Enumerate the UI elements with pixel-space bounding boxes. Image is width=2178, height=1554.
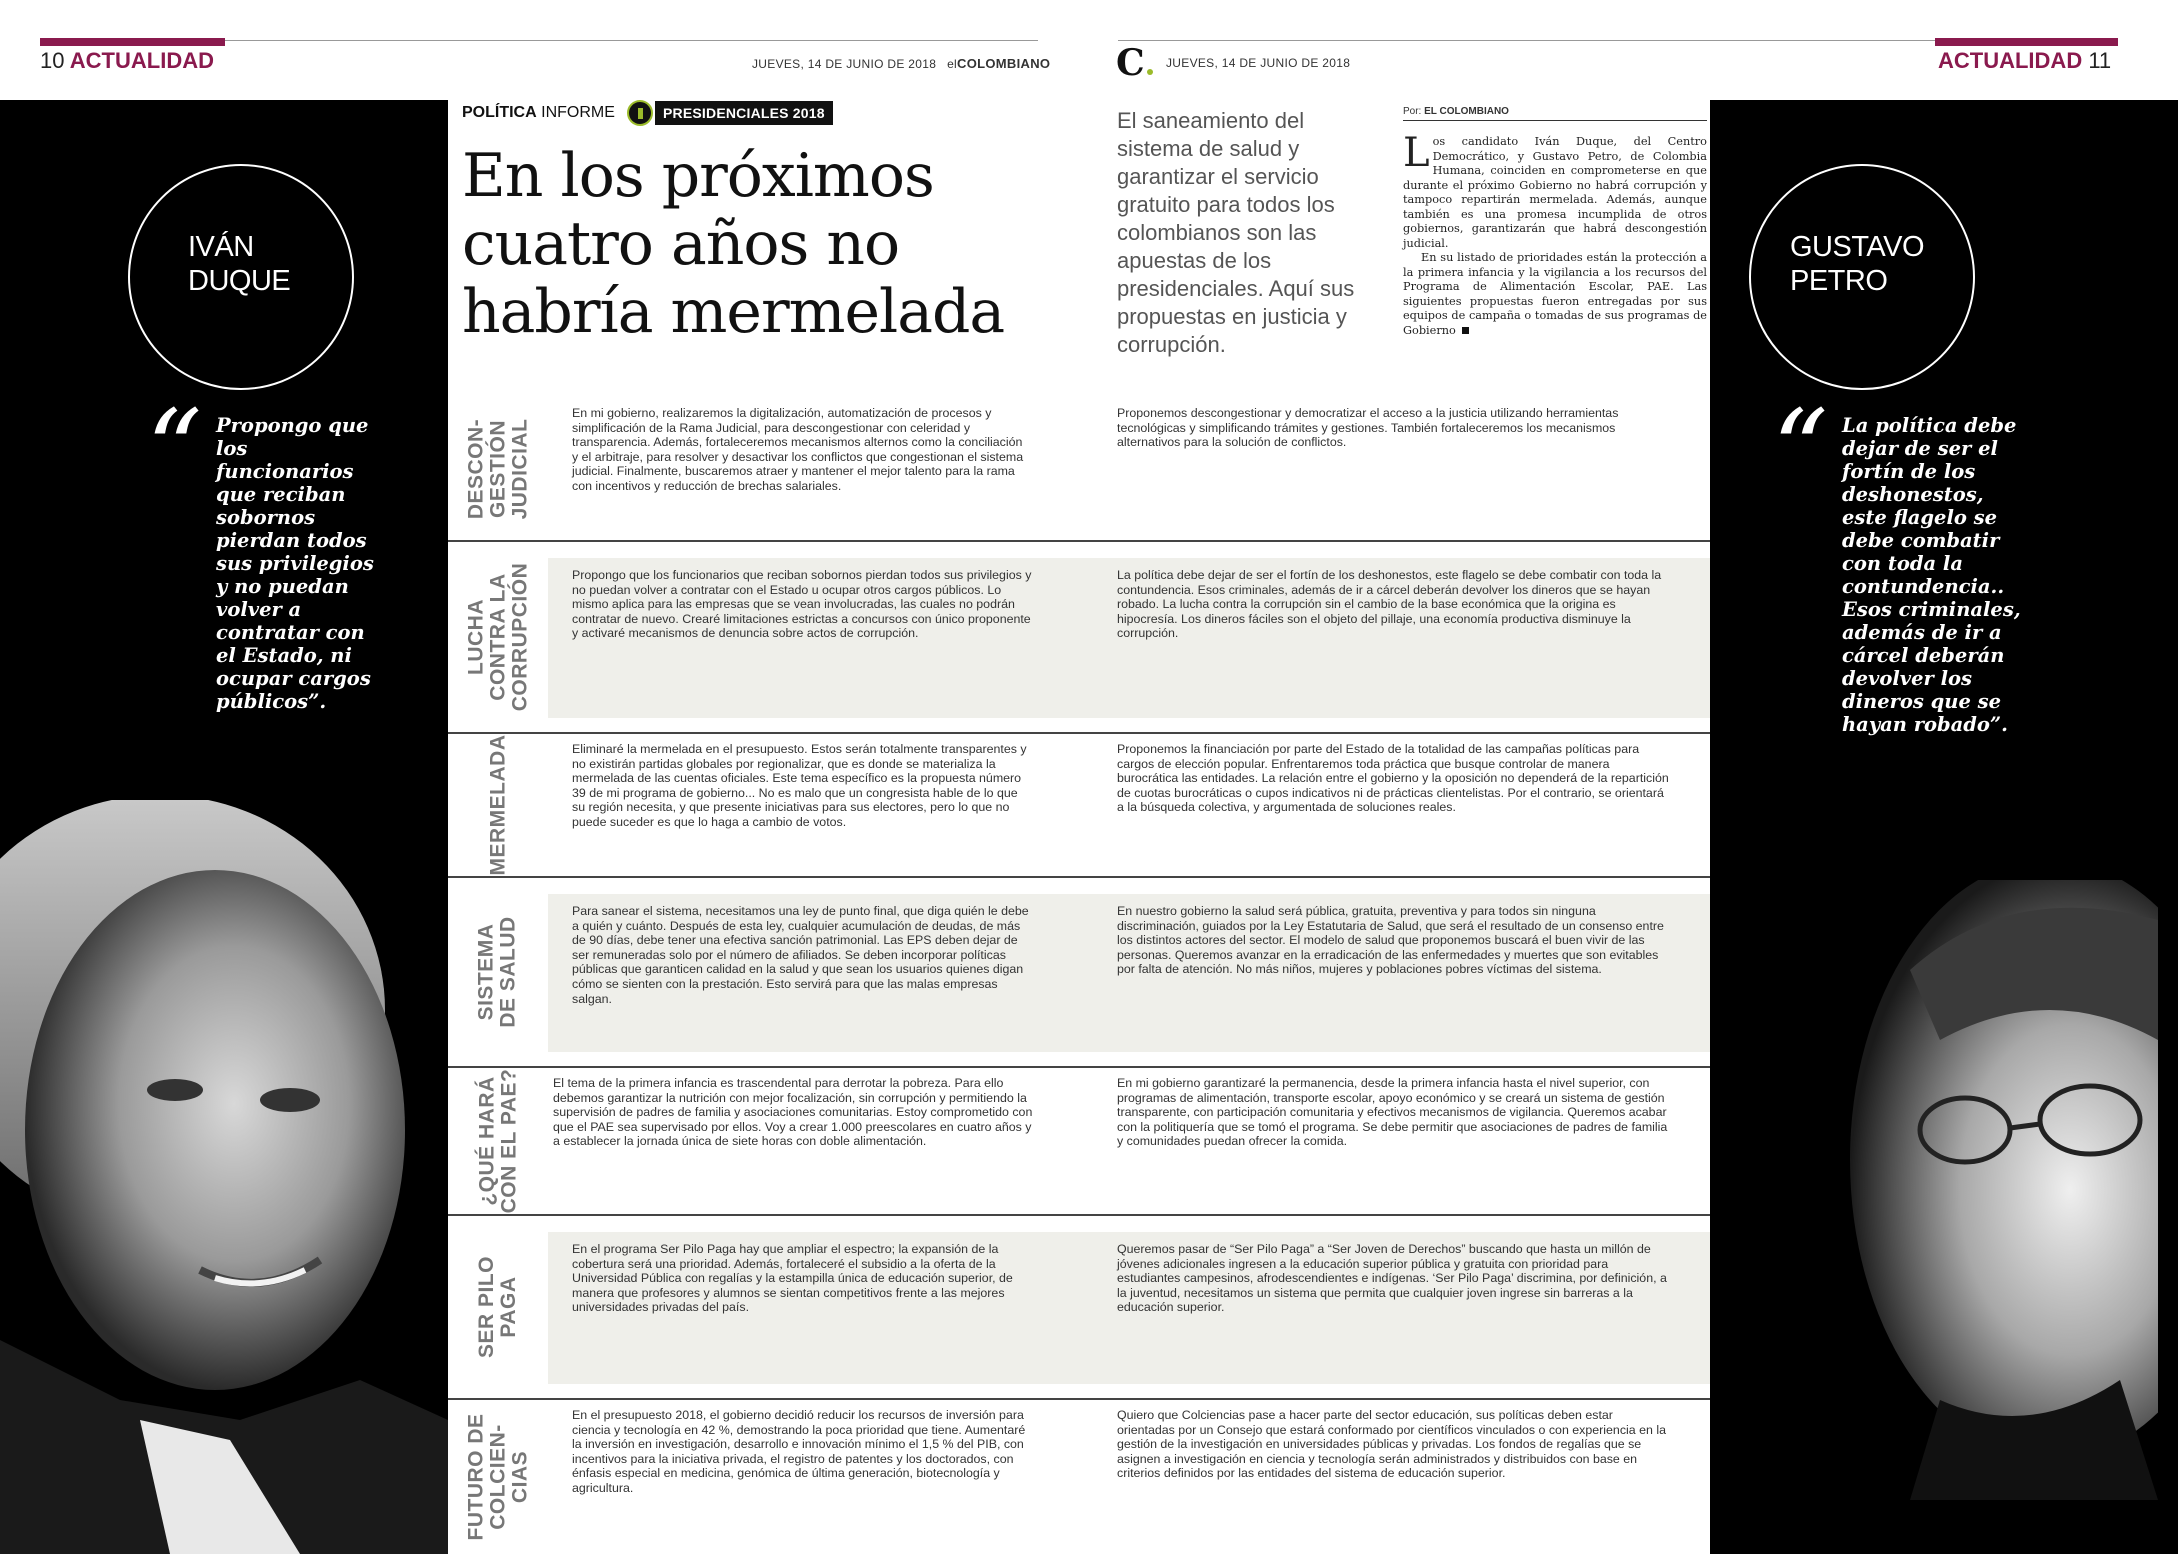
duque-proposal: Eliminaré la mermelada en el presupuesto. Estos serán totalmente transparentes y no existirán partidas globales por regionalizar, que es donde se materializa la mermelada de las cuentas oficiales. Este tema específico es la propuesta número 39 de mi programa de gobierno... No es malo que un congresista hable de lo que su región necesita, y que presente iniciativas para sus electores, pero lo que no puede suceder es que lo haga a cambio de votos. [572, 742, 1027, 829]
left-date: JUEVES, 14 DE JUNIO DE 2018 [752, 57, 937, 71]
left-page-number: 10 [40, 48, 65, 73]
row-label [448, 542, 548, 732]
right-date: JUEVES, 14 DE JUNIO DE 2018 [1166, 56, 1351, 70]
row-label [448, 1400, 548, 1554]
intro-p2: En su listado de prioridades están la protección a la primera infancia y la vigilancia a los recursos del Programa de Alimentación Escolar, PAE. Las siguientes propuestas fueron entregadas por sus equipos de campaña o tomadas de sus programas de Gobierno [1403, 251, 1707, 337]
headline: En los próximos cuatro años no habría mermelada [462, 141, 1005, 347]
byline-prefix: Por: [1403, 106, 1422, 117]
end-mark-icon [1462, 327, 1469, 334]
accent-bar-left [40, 38, 225, 46]
section-kicker [462, 104, 615, 122]
intro-p1: os candidato Iván Duque, del Centro Democrático, y Gustavo Petro, de Colombia Humana, coinciden en comprometerse en que durante el próximo Gobierno no habrá corrupción y tampoco repartirán mermelada. Además, aunque también es una promesa incumplida de otros gobiernos, garantizarán que habrá descongestión judicial. [1403, 135, 1707, 250]
row-divider [448, 1214, 1710, 1216]
left-section-name: ACTUALIDAD [69, 48, 214, 73]
petro-proposal: Proponemos la financiación por parte del Estado de la totalidad de las campañas políticas para cargos de elección popular. Enfrentaremos toda práctica que busque controlar de manera burocrática las entidades. La relación entre el gobierno y la oposición no dependerá de la repartición de cuotas burocráticas o cupos indicativos ni de prácticas clientelistas. Por el contrario, se orientará a la búsqueda colectiva, y argumentada de soluciones reales. [1117, 742, 1669, 815]
left-candidate-name [188, 230, 290, 298]
presidenciales-badge [627, 100, 833, 126]
row-label-text: FUTURO DE COLCIEN- CIAS [464, 1413, 531, 1541]
petro-proposal: La política debe dejar de ser el fortín de los deshonestos, este flagelo se debe combatir con toda la contundencia. Esos criminales, además de ir a cárcel deberán devolver los dineros que se hayan robado. La lucha contra la corrupción sin el cambio de la base económica que la origina es hipocresía. Los dineros fáciles son el objeto del pillaje, una economía productiva disminuye la corrupción. [1117, 568, 1662, 641]
row-label-text: SISTEMA DE SALUD [475, 916, 520, 1028]
intro-text [1403, 130, 1707, 338]
row-label [448, 398, 548, 540]
right-page-label [1938, 48, 2111, 74]
duque-proposal: Para sanear el sistema, necesitamos una ley de punto final, que diga quién le debe a quién y cuánto. Después de esta ley, cualquier acumulación de deudas, de más de 90 días, debe tener una efectiva sanción patrimonial. Las EPS deben dejar de ser remuneradas solo por el número de afiliados. Se deben incorporar políticas públicas que garanticen calidad en la salud y que sean los usuarios quienes digan cómo se sienten con la prestación. Esto servirá para que las malas empresas salgan. [572, 904, 1029, 1006]
badge-text: PRESIDENCIALES 2018 [655, 101, 833, 125]
duque-proposal: Propongo que los funcionarios que reciban sobornos pierdan todos sus privilegios y no puedan volver a contratar con el Estado u ocupar otros cargos públicos. Lo mismo aplica para las empresas que se vean involucradas, las cuales no podrán contratar de nuevo. Crearé limitaciones estrictas a concursos con único proponente y activaré mecanismos de denuncia sobre actos de corrupción. [572, 568, 1032, 641]
petro-photo-icon [1790, 880, 2158, 1500]
left-quote-mark-icon: “ [146, 386, 203, 514]
row-label [448, 878, 548, 1066]
row-divider [448, 876, 1710, 878]
petro-proposal: Proponemos descongestionar y democratizar el acceso a la justicia utilizando herramientas tecnológicas y simplificando trámites y gestiones. También fortaleceremos los mecanismos alternativos para la solución de conflictos. [1117, 406, 1619, 450]
row-divider [448, 1066, 1710, 1068]
row-label-text: MERMELADA [486, 734, 509, 876]
row-label-text: LUCHA CONTRA LA CORRUPCIÓN [464, 562, 532, 712]
row-label [448, 1216, 548, 1398]
lead-paragraph: El saneamiento del sistema de salud y garantizar el servicio gratuito para todos los colombianos son las apuestas de los presidenciales. Aquí sus propuestas en justicia y corrupción. [1117, 108, 1355, 357]
left-name-line1: IVÁN [188, 231, 254, 263]
petro-proposal: En mi gobierno garantizaré la permanencia, desde la primera infancia hasta el nivel superior, con programas de alimentación, transporte escolar, apoyo económico y se creará un sistema de gestión transparente, con participación comunitaria y efectivos mecanismos de vigilancia. Queremos acabar con la politiquería que se tomó el programa. Se debe permitir que asociaciones de padres de familia y comunidades puedan ofrecer la comida. [1117, 1076, 1668, 1149]
accent-bar-right [1935, 38, 2118, 46]
petro-proposal: En nuestro gobierno la salud será pública, gratuita, preventiva y para todos sin ninguna discriminación, guiados por la Ley Estatutaria de Salud, que será el resultado de un consenso entre los distintos actores del sector. El modelo de salud que proponemos buscará el buen vivir de las personas. Queremos avanzar en la erradicación de las enfermedades y muertes que son evitables por falta de atención. No más niños, mujeres y poblaciones pobres víctimas del sistema. [1117, 904, 1664, 977]
left-pull-quote: Propongo que los funcionarios que reciban sobornos pierdan todos sus privilegios y no puedan volver a contratar con el Estado, ni ocupar cargos públicos”. [216, 414, 374, 713]
row-divider [448, 540, 1710, 542]
row-label-text: DESCON- GESTIÓN JUDICIAL [464, 418, 531, 520]
brand-el: el [947, 57, 958, 71]
duque-proposal: El tema de la primera infancia es trascendental para derrotar la pobreza. Para ello debemos garantizar la nutrición con mejor focalización, sin corrupción y permitiendo la supervisión de padres de familia y asociaciones comunitarias. Estoy comprometido con que el PAE sea supervisado por ellos. Voy a crear 1.000 preescolares en cuatro años y a establecer la jornada única de siete horas con doble alimentación. [553, 1076, 1033, 1149]
duque-proposal: En el programa Ser Pilo Paga hay que ampliar el espectro; la expansión de la cobertura será una prioridad. Además, fortaleceré el subsidio a la oferta de la Universidad Pública con regalías y la estampilla única de educación superior, de manera que profesores y alumnos se sientan competitivos frente a las mejores universidades privadas del país. [572, 1242, 1013, 1315]
row-label [448, 734, 548, 876]
byline [1403, 106, 1707, 121]
right-pull-quote: La política debe dejar de ser el fortín de los deshonestos, este flagelo se debe combatir con toda la contundencia.. Esos criminales, además de ir a cárcel deberán devolver los dineros que se hayan robado”. [1842, 414, 2021, 736]
byline-author: EL COLOMBIANO [1424, 106, 1509, 117]
petro-proposal: Quiero que Colciencias pase a hacer parte del sector educación, sus políticas deben estar orientadas por un Consejo que estará conformado por científicos vinculados o con experiencia en la gestión de la investigación en universidades públicas y privadas. Los fondos de regalías que se asignen a investigación en ciencia y tecnología serán administrados y distribuidos con base en criterios definidos por las entidades del sistema de educación superior. [1117, 1408, 1666, 1481]
kicker-section: POLÍTICA [462, 104, 537, 121]
right-name-line1: GUSTAVO [1790, 231, 1924, 263]
right-quote-mark-icon: “ [1772, 386, 1829, 514]
kicker-type: INFORME [541, 104, 615, 121]
right-page-number: 11 [2088, 48, 2112, 73]
row-divider [448, 1398, 1710, 1400]
left-name-line2: DUQUE [188, 265, 291, 297]
duque-proposal: En el presupuesto 2018, el gobierno decidió reducir los recursos de inversión para ciencia y tecnología en 42 %, demostrando la poca prioridad que tiene. Aumentaré la inversión en investigación, desarrollo e innovación mínimo el 1,5 % del PIB, con incentivos para la iniciativa privada, el registro de patentes y los doctorados, con énfasis especial en medicina, genómica de última generación, biotecnología y agricultura. [572, 1408, 1026, 1495]
info-icon [627, 100, 653, 126]
right-section-name: ACTUALIDAD [1938, 48, 2083, 73]
dropcap: L [1403, 130, 1430, 176]
right-name-line2: PETRO [1790, 265, 1888, 297]
right-candidate-name [1790, 230, 1924, 298]
left-page-label [40, 48, 214, 74]
row-label [448, 1068, 548, 1214]
row-label-text: ¿QUÉ HARÁ CON EL PAE? [475, 1068, 520, 1214]
duque-proposal: En mi gobierno, realizaremos la digitalización, automatización de procesos y simplificación de la Rama Judicial, para descongestionar con celeridad y transparencia. Además, fortaleceremos mecanismos alternos como la conciliación y el arbitraje, para resolver y desactivar los conflictos que congestionan el sistema judicial. Finalmente, buscaremos atraer y mantener el mejor talento para la rama con incentivos y reducción de brechas salariales. [572, 406, 1024, 493]
row-divider [448, 732, 1710, 734]
petro-proposal: Queremos pasar de “Ser Pilo Paga” a “Ser Joven de Derechos” buscando que hasta un millón de jóvenes adicionales ingresen a la educación superior pública y gratuita con prioridad para estudiantes campesinos, afrodescendientes e indígenas. ‘Ser Pilo Paga’ discrimina, por definición, a la juventud, necesitamos un sistema que permita que cualquier joven ingrese sin barreras a la educación superior. [1117, 1242, 1667, 1315]
logo-c-icon: C [1116, 42, 1153, 84]
row-label-text: SER PILO PAGA [475, 1255, 520, 1359]
brand-name: COLOMBIANO [957, 56, 1051, 71]
duque-photo-icon [0, 800, 448, 1554]
left-dateline [752, 56, 1050, 71]
